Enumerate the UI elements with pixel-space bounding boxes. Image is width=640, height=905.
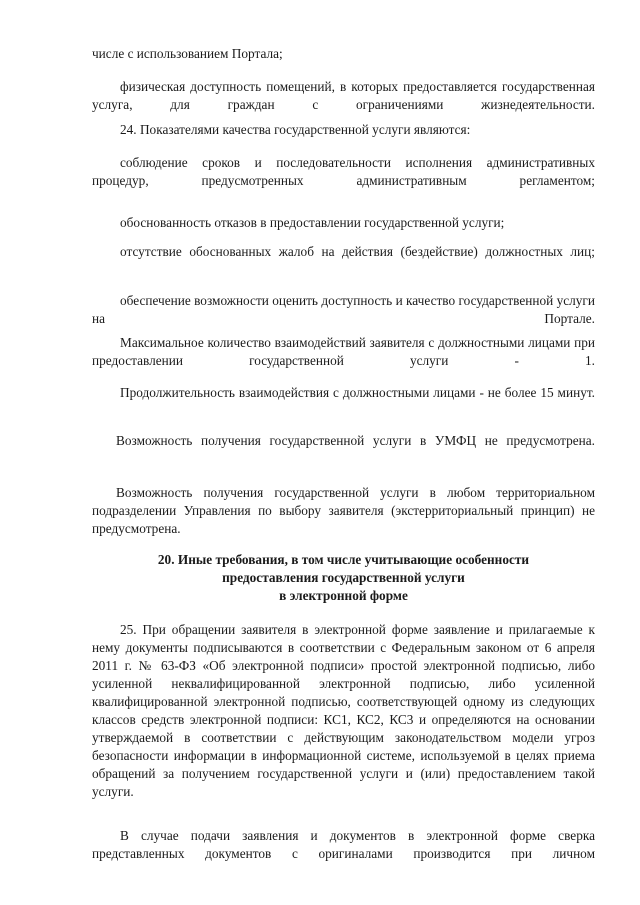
section-heading-line-2: предоставления государственной услуги xyxy=(222,570,465,585)
paragraph-max-interactions: Максимальное количество взаимодействий заявителя с должностными лицами при предоставлении государственной услуги - 1. xyxy=(92,335,595,368)
paragraph-physical-accessibility: физическая доступность помещений, в которых предоставляется государственная услуга, для граждан с ограничениями жизнедеятельности. xyxy=(92,79,595,112)
paragraph-refusal-validity: обоснованность отказов в предоставлении государственной услуги; xyxy=(120,215,505,230)
paragraph-quality-indicators: 24. Показателями качества государственной услуги являются: xyxy=(120,122,471,137)
paragraph-extraterritorial: Возможность получения государственной услуги в любом территориальном подразделении Управления по выбору заявителя (экстерриториальный принцип) не предусмотрена. xyxy=(92,485,595,536)
paragraph-portal-use: числе с использованием Портала; xyxy=(92,46,283,61)
paragraph-no-complaints: отсутствие обоснованных жалоб на действия (бездействие) должностных лиц; xyxy=(120,244,595,259)
section-heading-line-1: 20. Иные требования, в том числе учитывающие особенности xyxy=(157,552,530,567)
paragraph-portal-evaluation: обеспечение возможности оценить доступность и качество государственной услуги на Портале. xyxy=(92,293,595,326)
paragraph-umfc-availability: Возможность получения государственной услуги в УМФЦ не предусмотрена. xyxy=(116,433,595,448)
paragraph-interaction-duration: Продолжительность взаимодействия с должностными лицами - не более 15 минут. xyxy=(120,385,595,400)
paragraph-document-verification: В случае подачи заявления и документов в электронной форме сверка представленных документов с оригиналами производится при личном xyxy=(92,828,595,861)
paragraph-electronic-signature: 25. При обращении заявителя в электронной форме заявление и прилагаемые к нему документы подписываются в соответствии с Федеральным законом от 6 апреля 2011 г. № 63-ФЗ «Об электронной подписи» простой электронной подписью, либо усиленной неквалифицированной электронной подписью, либо усиленной квалифицированной электронной подписью, соответствующей одному из следующих классов средств электронной подписи: КС1, КС2, КС3 и определяются на основании утверждаемой в соответствии с действующим законодательством модели угроз безопасности информации в информационной системе, используемой в целях приема обращений за получением государственной услуги и (или) предоставлением такой услуги. xyxy=(92,622,595,799)
section-heading-line-3: в электронной форме xyxy=(279,588,408,603)
paragraph-deadlines-compliance: соблюдение сроков и последовательности исполнения административных процедур, предусмотренных административным регламентом; xyxy=(92,155,595,188)
